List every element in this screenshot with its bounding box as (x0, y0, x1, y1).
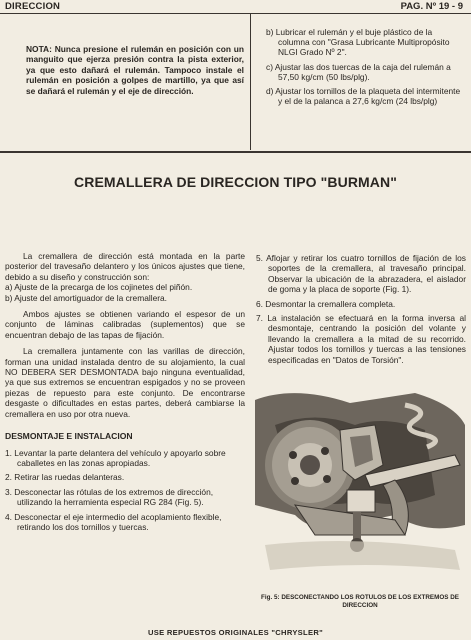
rack-paragraph: La cremallera juntamente con las varillas de dirección, forman una unidad instalada dentro de su alojamiento, la cual NO DEBERA SER DESMONTADA bajo ninguna eventualidad, ya que sus extremos se encuentran espigados y no se proveen piezas de repuesto para este conjunto. De encontrarse desgaste o dificultades en estas partes, deberá cambiarse la cremallera en uso por otra nueva. (5, 346, 245, 419)
adjustment-b: b) Ajuste del amortiguador de la cremallera. (5, 292, 167, 303)
step-3: 3. Desconectar las rótulas de los extremos de dirección, utilizando la herramienta especial RG 284 (Fig. 5). (5, 486, 214, 508)
page-number: PAG. Nº 19 - 9 (400, 1, 463, 12)
adjustment-a: a) Ajuste de la precarga de los cojinetes del piñón. (5, 282, 193, 293)
figure-caption: Fig. 5: DESCONECTANDO LOS ROTULOS DE LOS EXTREMOS DE DIRECCION (261, 594, 459, 609)
step-b: b) Lubricar el rulemán y el buje plástico de la columna con "Grasa Lubricante Multipropósito NLGI Grado Nº 2". (266, 27, 450, 58)
warning-note (26, 44, 244, 96)
note-label: NOTA: (26, 44, 52, 54)
page-header (0, 0, 471, 14)
step-c: c) Ajustar las dos tuercas de la caja del rulemán a 57,50 kg/cm (50 lbs/plg). (266, 61, 451, 82)
right-column (256, 253, 466, 369)
step-6: 6. Desmontar la cremallera completa. (256, 298, 396, 309)
figure-5-steering-ball-joint-photo (255, 385, 465, 585)
left-column (5, 251, 245, 532)
continued-steps (266, 27, 462, 110)
section-title: CREMALLERA DE DIRECCION TIPO "BURMAN" (74, 174, 397, 190)
section-name: DIRECCION (5, 1, 61, 12)
step-1: 1. Levantar la parte delantera del vehículo y apoyarlo sobre caballetes en las zonas apropiadas. (5, 447, 226, 468)
column-divider (250, 14, 251, 150)
section-rule (0, 151, 471, 153)
shims-paragraph: Ambos ajustes se obtienen variando el espesor de un conjunto de láminas calibradas (suplementos) que se encuentran debajo de las tapas de fijación. (5, 309, 245, 340)
step-2: 2. Retirar las ruedas delanteras. (5, 472, 125, 483)
intro-paragraph: La cremallera de dirección está montada en la parte posterior del travesaño delantero y los únicos ajustes que tiene, debido a su diseño y construcción son: (5, 251, 245, 282)
page-footer: USE REPUESTOS ORIGINALES "CHRYSLER" (147, 628, 324, 637)
note-text: Nunca presione el rulemán en posición con un manguito que ejerza presión contra la pista exterior, ya que esto dañará el rulemán. Tampoco instale el rulemán en posición a golpes de martillo, ya que así se dañará el rulemán y el eje de dirección. (26, 44, 244, 96)
step-d: d) Ajustar los tornillos de la plaqueta del intermitente y el de la palanca a 27,6 kg/cm (24 lbs/plg) (266, 86, 461, 107)
subheading: DESMONTAJE E INSTALACION (5, 431, 133, 442)
step-7: 7. La instalación se efectuará en la forma inversa al desmontaje, centrando la posición del volante y llevando la cremallera a la mitad de su recorrido. Ajustar todos los tornillos y tuercas a las tensiones especificadas en "Datos de Torsión". (256, 313, 466, 365)
step-4: 4. Desconectar el eje intermedio del acoplamiento flexible, retirando los dos tornillos y tuercas. (5, 511, 222, 532)
step-5: 5. Aflojar y retirar los cuatro tornillos de fijación de los soportes de la cremallera, al travesaño principal. Observar la ubicación de la abrazadera, el aislador de goma y la placa de soporte (Fig. 1). (256, 253, 466, 295)
